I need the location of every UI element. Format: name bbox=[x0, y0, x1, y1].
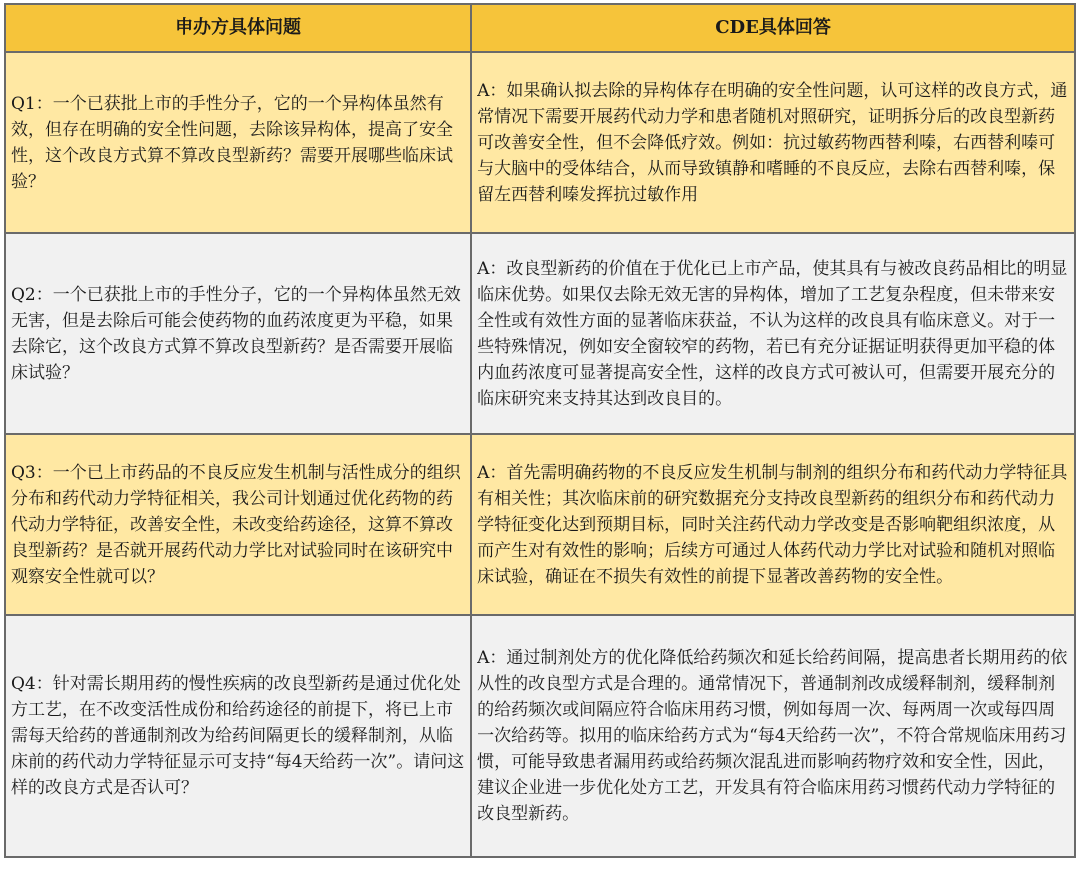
qa-table bbox=[4, 3, 1076, 858]
answer-cell: A：改良型新药的价值在于优化已上市产品，使其具有与被改良药品相比的明显临床优势。如果仅去除无效无害的异构体，增加了工艺复杂程度，但未带来安全性或有效性方面的显著临床获益，不认为这样的改良具有临床意义。对于一些特殊情况，例如安全窗较窄的药物，若已有充分证据证明获得更加平稳的体内血药浓度可显著提高安全性，这样的改良方式可被认可，但需要开展充分的临床研究来支持其达到改良目的。 bbox=[471, 233, 1075, 434]
question-cell: Q3：一个已上市药品的不良反应发生机制与活性成分的组织分布和药代动力学特征相关，我公司计划通过优化药物的药代动力学特征，改善安全性，未改变给药途径，这算不算改良型新药？是否就开展药代动力学比对试验同时在该研究中观察安全性就可以？ bbox=[5, 434, 471, 615]
answer-cell: A：首先需明确药物的不良反应发生机制与制剂的组织分布和药代动力学特征具有相关性；其次临床前的研究数据充分支持改良型新药的组织分布和药代动力学特征变化达到预期目标，同时关注药代动力学改变是否影响靶组织浓度，从而产生对有效性的影响；后续方可通过人体药代动力学比对试验和随机对照临床试验，确证在不损失有效性的前提下显著改善药物的安全性。 bbox=[471, 434, 1075, 615]
question-cell: Q1：一个已获批上市的手性分子，它的一个异构体虽然有效，但存在明确的安全性问题，去除该异构体，提高了安全性，这个改良方式算不算改良型新药？需要开展哪些临床试验？ bbox=[5, 52, 471, 233]
header-cde-answer: CDE具体回答 bbox=[471, 4, 1075, 52]
table-row bbox=[5, 233, 1075, 434]
answer-cell: A：通过制剂处方的优化降低给药频次和延长给药间隔，提高患者长期用药的依从性的改良型方式是合理的。通常情况下，普通制剂改成缓释制剂，缓释制剂的给药频次或间隔应符合临床用药习惯，例如每周一次、每两周一次或每四周一次给药等。拟用的临床给药方式为“每4天给药一次”，不符合常规临床用药习惯，可能导致患者漏用药或给药频次混乱进而影响药物疗效和安全性，因此，建议企业进一步优化处方工艺，开发具有符合临床用药习惯药代动力学特征的改良型新药。 bbox=[471, 615, 1075, 857]
table-row bbox=[5, 434, 1075, 615]
table-row bbox=[5, 615, 1075, 857]
header-sponsor-question: 申办方具体问题 bbox=[5, 4, 471, 52]
question-cell: Q4：针对需长期用药的慢性疾病的改良型新药是通过优化处方工艺，在不改变活性成份和给药途径的前提下，将已上市需每天给药的普通制剂改为给药间隔更长的缓释制剂，从临床前的药代动力学特征显示可支持“每4天给药一次”。请问这样的改良方式是否认可？ bbox=[5, 615, 471, 857]
question-cell: Q2：一个已获批上市的手性分子，它的一个异构体虽然无效无害，但是去除后可能会使药物的血药浓度更为平稳，如果去除它，这个改良方式算不算改良型新药？是否需要开展临床试验？ bbox=[5, 233, 471, 434]
answer-cell: A：如果确认拟去除的异构体存在明确的安全性问题，认可这样的改良方式，通常情况下需要开展药代动力学和患者随机对照研究，证明拆分后的改良型新药可改善安全性，但不会降低疗效。例如：抗过敏药物西替利嗪，右西替利嗪可与大脑中的受体结合，从而导致镇静和嗜睡的不良反应，去除右西替利嗪，保留左西替利嗪发挥抗过敏作用 bbox=[471, 52, 1075, 233]
table-header-row bbox=[5, 4, 1075, 52]
table-row bbox=[5, 52, 1075, 233]
